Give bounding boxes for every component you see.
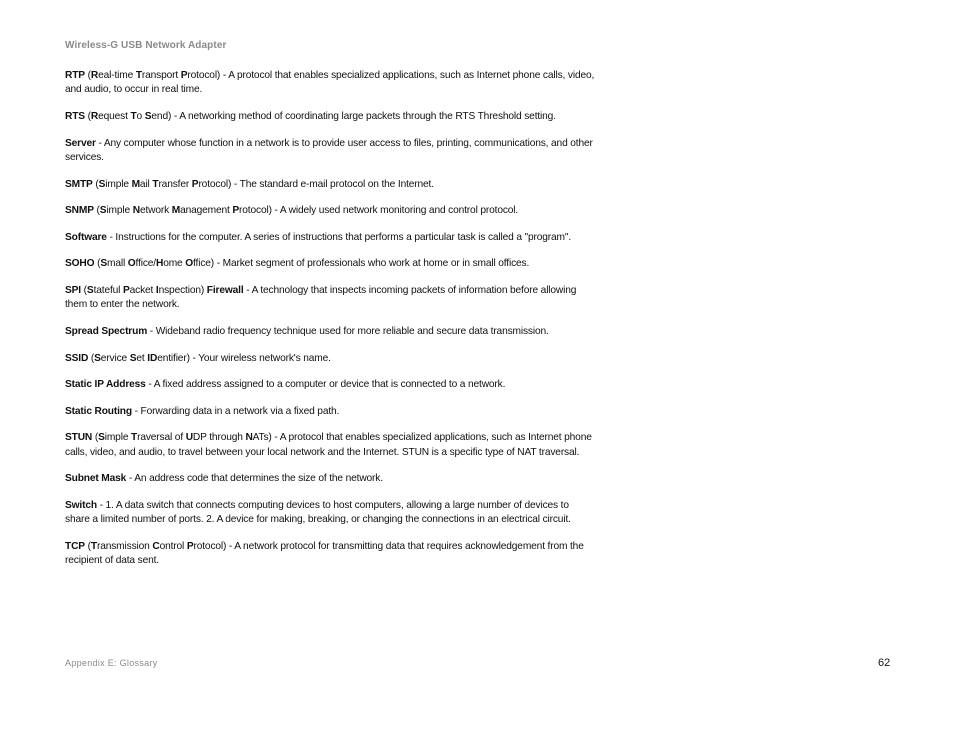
glossary-text: ( [92,178,99,190]
glossary-entry [65,178,595,192]
glossary-text: - An address code that determines the size of the network. [126,473,383,485]
glossary-text: eal-time [98,70,136,81]
glossary-entry [65,284,595,313]
glossary-entry [65,257,595,271]
glossary-term-bold: SNMP [65,205,94,217]
glossary-text: ransport [141,70,181,81]
glossary-term-bold: ID [147,352,158,364]
glossary-text: ( [94,258,101,270]
glossary-term-bold: R [90,70,99,81]
glossary-text: - Wideband radio frequency technique used for more reliable and secure data transmission. [147,325,549,337]
glossary-term-bold: R [90,111,99,122]
glossary-entry [65,472,595,486]
glossary-term-bold: STUN [65,432,93,444]
glossary-text: ransfer [158,178,192,190]
glossary-entry [65,69,595,98]
glossary-term-bold: P [191,178,199,190]
glossary-text: ( [80,284,87,296]
glossary-term-bold: M [171,205,181,217]
glossary-entry [65,352,595,366]
glossary-entry [65,405,595,419]
glossary-term-bold: I [155,284,159,296]
glossary-term-bold: S [99,205,107,217]
glossary-term-bold: Spread Spectrum [65,325,148,337]
glossary-term-bold: N [132,205,140,217]
glossary-text: tateful [93,284,123,296]
glossary-text: ( [84,70,91,81]
glossary-term-bold: P [232,205,240,217]
glossary-entry [65,204,595,218]
glossary-text: mall [107,258,128,270]
glossary-entry [65,325,595,339]
glossary-term-bold: U [185,432,193,444]
glossary-text: ontrol [159,540,187,552]
glossary-entry [65,110,595,124]
glossary-text: end) - A networking method of coordinating large packets through the RTS Threshold setting. [151,111,556,122]
glossary-term-bold: SSID [65,352,89,364]
glossary-entry [65,540,595,569]
glossary-entries [65,69,595,581]
glossary-text: ail [139,178,153,190]
glossary-term-bold: P [186,540,194,552]
glossary-text: et [136,352,148,364]
glossary-text: imple [106,205,133,217]
glossary-term-bold: Subnet Mask [65,473,127,485]
glossary-text: - A fixed address assigned to a computer or device that is connected to a network. [145,379,506,391]
glossary-entry [65,137,595,166]
glossary-term-bold: T [135,70,142,81]
glossary-term-bold: Software [65,231,107,243]
glossary-term-bold: Switch [65,499,97,511]
glossary-text: - A technology that inspects incoming packets of information before allowing them to enter the network. [65,284,577,311]
glossary-text: ervice [100,352,130,364]
glossary-term-bold: T [131,432,138,444]
glossary-term-bold: SOHO [65,258,95,270]
glossary-entry [65,231,595,245]
glossary-term-bold: SPI [65,284,81,296]
glossary-entry [65,499,595,528]
glossary-term-bold: M [131,178,140,190]
glossary-term-bold: O [185,258,194,270]
glossary-term-bold: N [245,432,253,444]
glossary-text: ome [163,258,186,270]
glossary-term-bold: S [98,432,105,444]
glossary-term-bold: T [152,178,159,190]
glossary-text: ( [88,352,95,364]
glossary-text: imple [104,432,132,444]
glossary-term-bold: S [129,352,137,364]
glossary-term-bold: RTS [65,111,85,122]
glossary-text: - Any computer whose function in a network is to provide user access to files, printing, communications, and other services. [65,137,593,163]
glossary-text: ( [84,111,91,122]
glossary-term-bold: O [127,258,136,270]
glossary-text: - Instructions for the computer. A series of instructions that performs a particular task is called a "program". [106,231,572,243]
glossary-term-bold: C [152,540,160,552]
glossary-text: DP through [192,432,246,444]
glossary-term-bold: P [122,284,130,296]
glossary-term-bold: Static Routing [65,405,132,417]
glossary-text: o [136,111,145,122]
glossary-text: ATs) - A protocol that enables specialized applications, such as Internet phone calls, video, and audio, to travel between your local network and the Internet. STUN is a specific type of NAT traversal. [65,432,592,458]
glossary-text: equest [98,111,131,122]
glossary-text: ( [92,432,99,444]
glossary-text: raversal of [137,432,186,444]
glossary-term-bold: P [180,70,188,81]
glossary-text: acket [129,284,156,296]
glossary-term-bold: S [144,111,152,122]
glossary-text: entifier) - Your wireless network's name. [157,352,331,364]
glossary-term-bold: H [155,258,164,270]
glossary-entry [65,378,595,392]
page-number: 62 [878,657,891,669]
glossary-term-bold: Server [65,137,96,149]
glossary-text: ffice/ [135,258,156,270]
glossary-term-bold: RTP [65,70,85,81]
glossary-term-bold: T [90,540,97,552]
glossary-term-bold: SMTP [65,178,93,190]
glossary-term-bold: S [100,258,107,270]
glossary-text: ( [93,205,100,217]
glossary-text: - 1. A data switch that connects computing devices to host computers, allowing a large number of devices to share a limited number of ports. 2. A device for making, breaking, or changing the connections in an electrical circuit. [65,499,571,526]
glossary-term-bold: S [98,178,106,190]
glossary-term-bold: TCP [65,540,85,552]
footer-section-title: Appendix E: Glossary [65,658,158,668]
glossary-text: imple [105,178,132,190]
glossary-text: ransmission [96,540,153,552]
glossary-term-bold: S [86,284,94,296]
glossary-term-bold: T [130,111,137,122]
glossary-text: rotocol) - A protocol that enables specialized applications, such as Internet phone calls, video, and audio, to occur in real time. [65,70,595,96]
glossary-text: rotocol) - A widely used network monitoring and control protocol. [239,205,519,217]
glossary-text: ( [84,540,91,552]
glossary-text: - Forwarding data in a network via a fixed path. [131,405,340,417]
glossary-text: nspection) [158,284,207,296]
glossary-term-bold: S [94,352,101,364]
glossary-text: anagement [180,205,233,217]
running-header: Wireless-G USB Network Adapter [65,40,227,51]
glossary-term-bold: Static IP Address [65,379,146,391]
glossary-text: rotocol) - A network protocol for transmitting data that requires acknowledgement from the recipient of data sent. [65,540,584,567]
glossary-text: rotocol) - The standard e-mail protocol on the Internet. [198,178,434,190]
glossary-entry [65,431,595,460]
glossary-text: etwork [139,205,172,217]
glossary-text: ffice) - Market segment of professionals who work at home or in small offices. [193,258,530,270]
glossary-term-bold: Firewall [206,284,244,296]
